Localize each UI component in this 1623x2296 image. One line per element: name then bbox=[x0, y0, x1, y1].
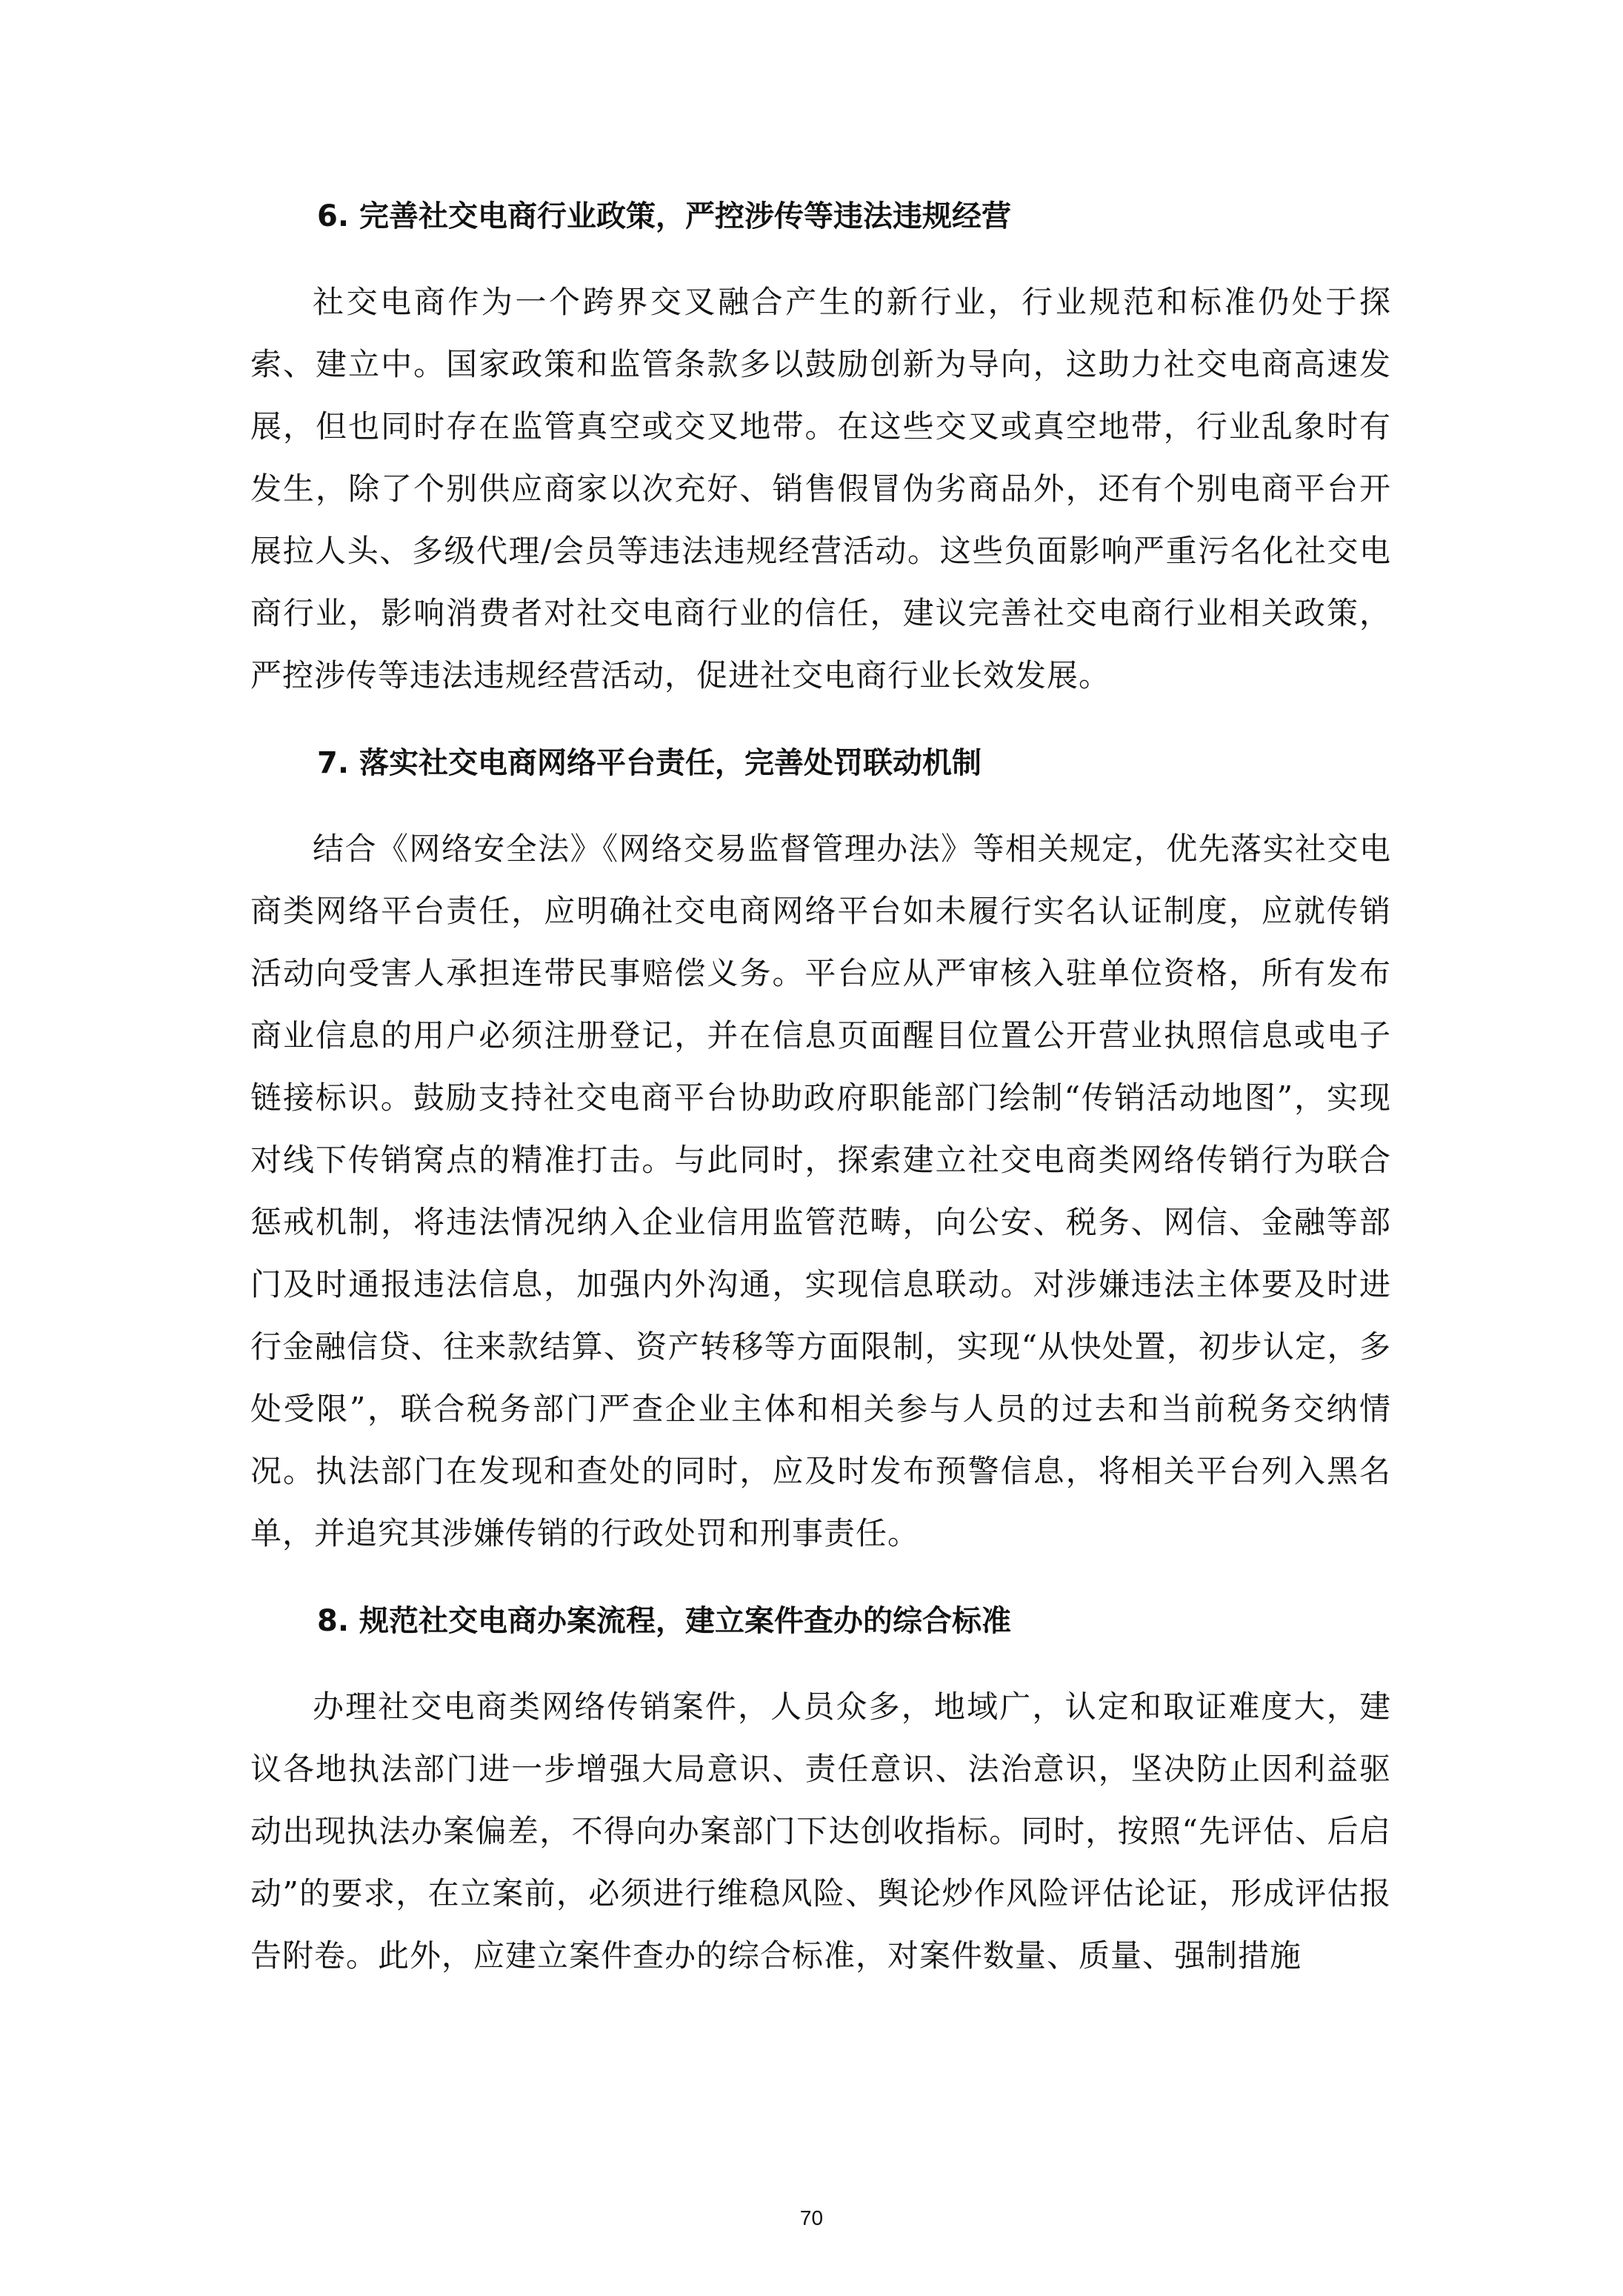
section-title: 规范社交电商办案流程，建立案件查办的综合标准 bbox=[359, 1604, 1012, 1638]
section-number: 6. bbox=[317, 199, 350, 233]
section-heading-7 bbox=[317, 745, 1391, 781]
section-heading-8 bbox=[317, 1603, 1391, 1639]
section-title: 完善社交电商行业政策，严控涉传等违法违规经营 bbox=[359, 199, 1012, 233]
section-body-6: 社交电商作为一个跨界交叉融合产生的新行业，行业规范和标准仍处于探索、建立中。国家政策和监管条款多以鼓励创新为导向，这助力社交电商高速发展，但也同时存在监管真空或交叉地带。在这些交叉或真空地带，行业乱象时有发生，除了个别供应商家以次充好、销售假冒伪劣商品外，还有个别电商平台开展拉人头、多级代理/会员等违法违规经营活动。这些负面影响严重污名化社交电商行业，影响消费者对社交电商行业的信任，建议完善社交电商行业相关政策，严控涉传等违法违规经营活动，促进社交电商行业长效发展。 bbox=[250, 284, 1391, 693]
section-body-7: 结合《网络安全法》《网络交易监督管理办法》等相关规定，优先落实社交电商类网络平台责任，应明确社交电商网络平台如未履行实名认证制度，应就传销活动向受害人承担连带民事赔偿义务。平台应从严审核入驻单位资格，所有发布商业信息的用户必须注册登记，并在信息页面醒目位置公开营业执照信息或电子链接标识。鼓励支持社交电商平台协助政府职能部门绘制“传销活动地图”，实现对线下传销窝点的精准打击。与此同时，探索建立社交电商类网络传销行为联合惩戒机制，将违法情况纳入企业信用监管范畴，向公安、税务、网信、金融等部门及时通报违法信息，加强内外沟通，实现信息联动。对涉嫌违法主体要及时进行金融信贷、往来款结算、资产转移等方面限制，实现“从快处置，初步认定，多处受限”，联合税务部门严查企业主体和相关参与人员的过去和当前税务交纳情况。执法部门在发现和查处的同时，应及时发布预警信息，将相关平台列入黑名单，并追究其涉嫌传销的行政处罚和刑事责任。 bbox=[250, 831, 1391, 1551]
page-content bbox=[250, 199, 1391, 2026]
section-number: 7. bbox=[317, 746, 350, 780]
section-number: 8. bbox=[317, 1604, 350, 1638]
page-number: 70 bbox=[799, 2206, 824, 2229]
section-heading-6 bbox=[317, 199, 1391, 234]
section-title: 落实社交电商网络平台责任，完善处罚联动机制 bbox=[359, 746, 982, 780]
section-body-8: 办理社交电商类网络传销案件，人员众多，地域广，认定和取证难度大，建议各地执法部门进一步增强大局意识、责任意识、法治意识，坚决防止因利益驱动出现执法办案偏差，不得向办案部门下达创收指标。同时，按照“先评估、后启动”的要求，在立案前，必须进行维稳风险、舆论炒作风险评估论证，形成评估报告附卷。此外，应建立案件查办的综合标准，对案件数量、质量、强制措施 bbox=[250, 1688, 1391, 1974]
